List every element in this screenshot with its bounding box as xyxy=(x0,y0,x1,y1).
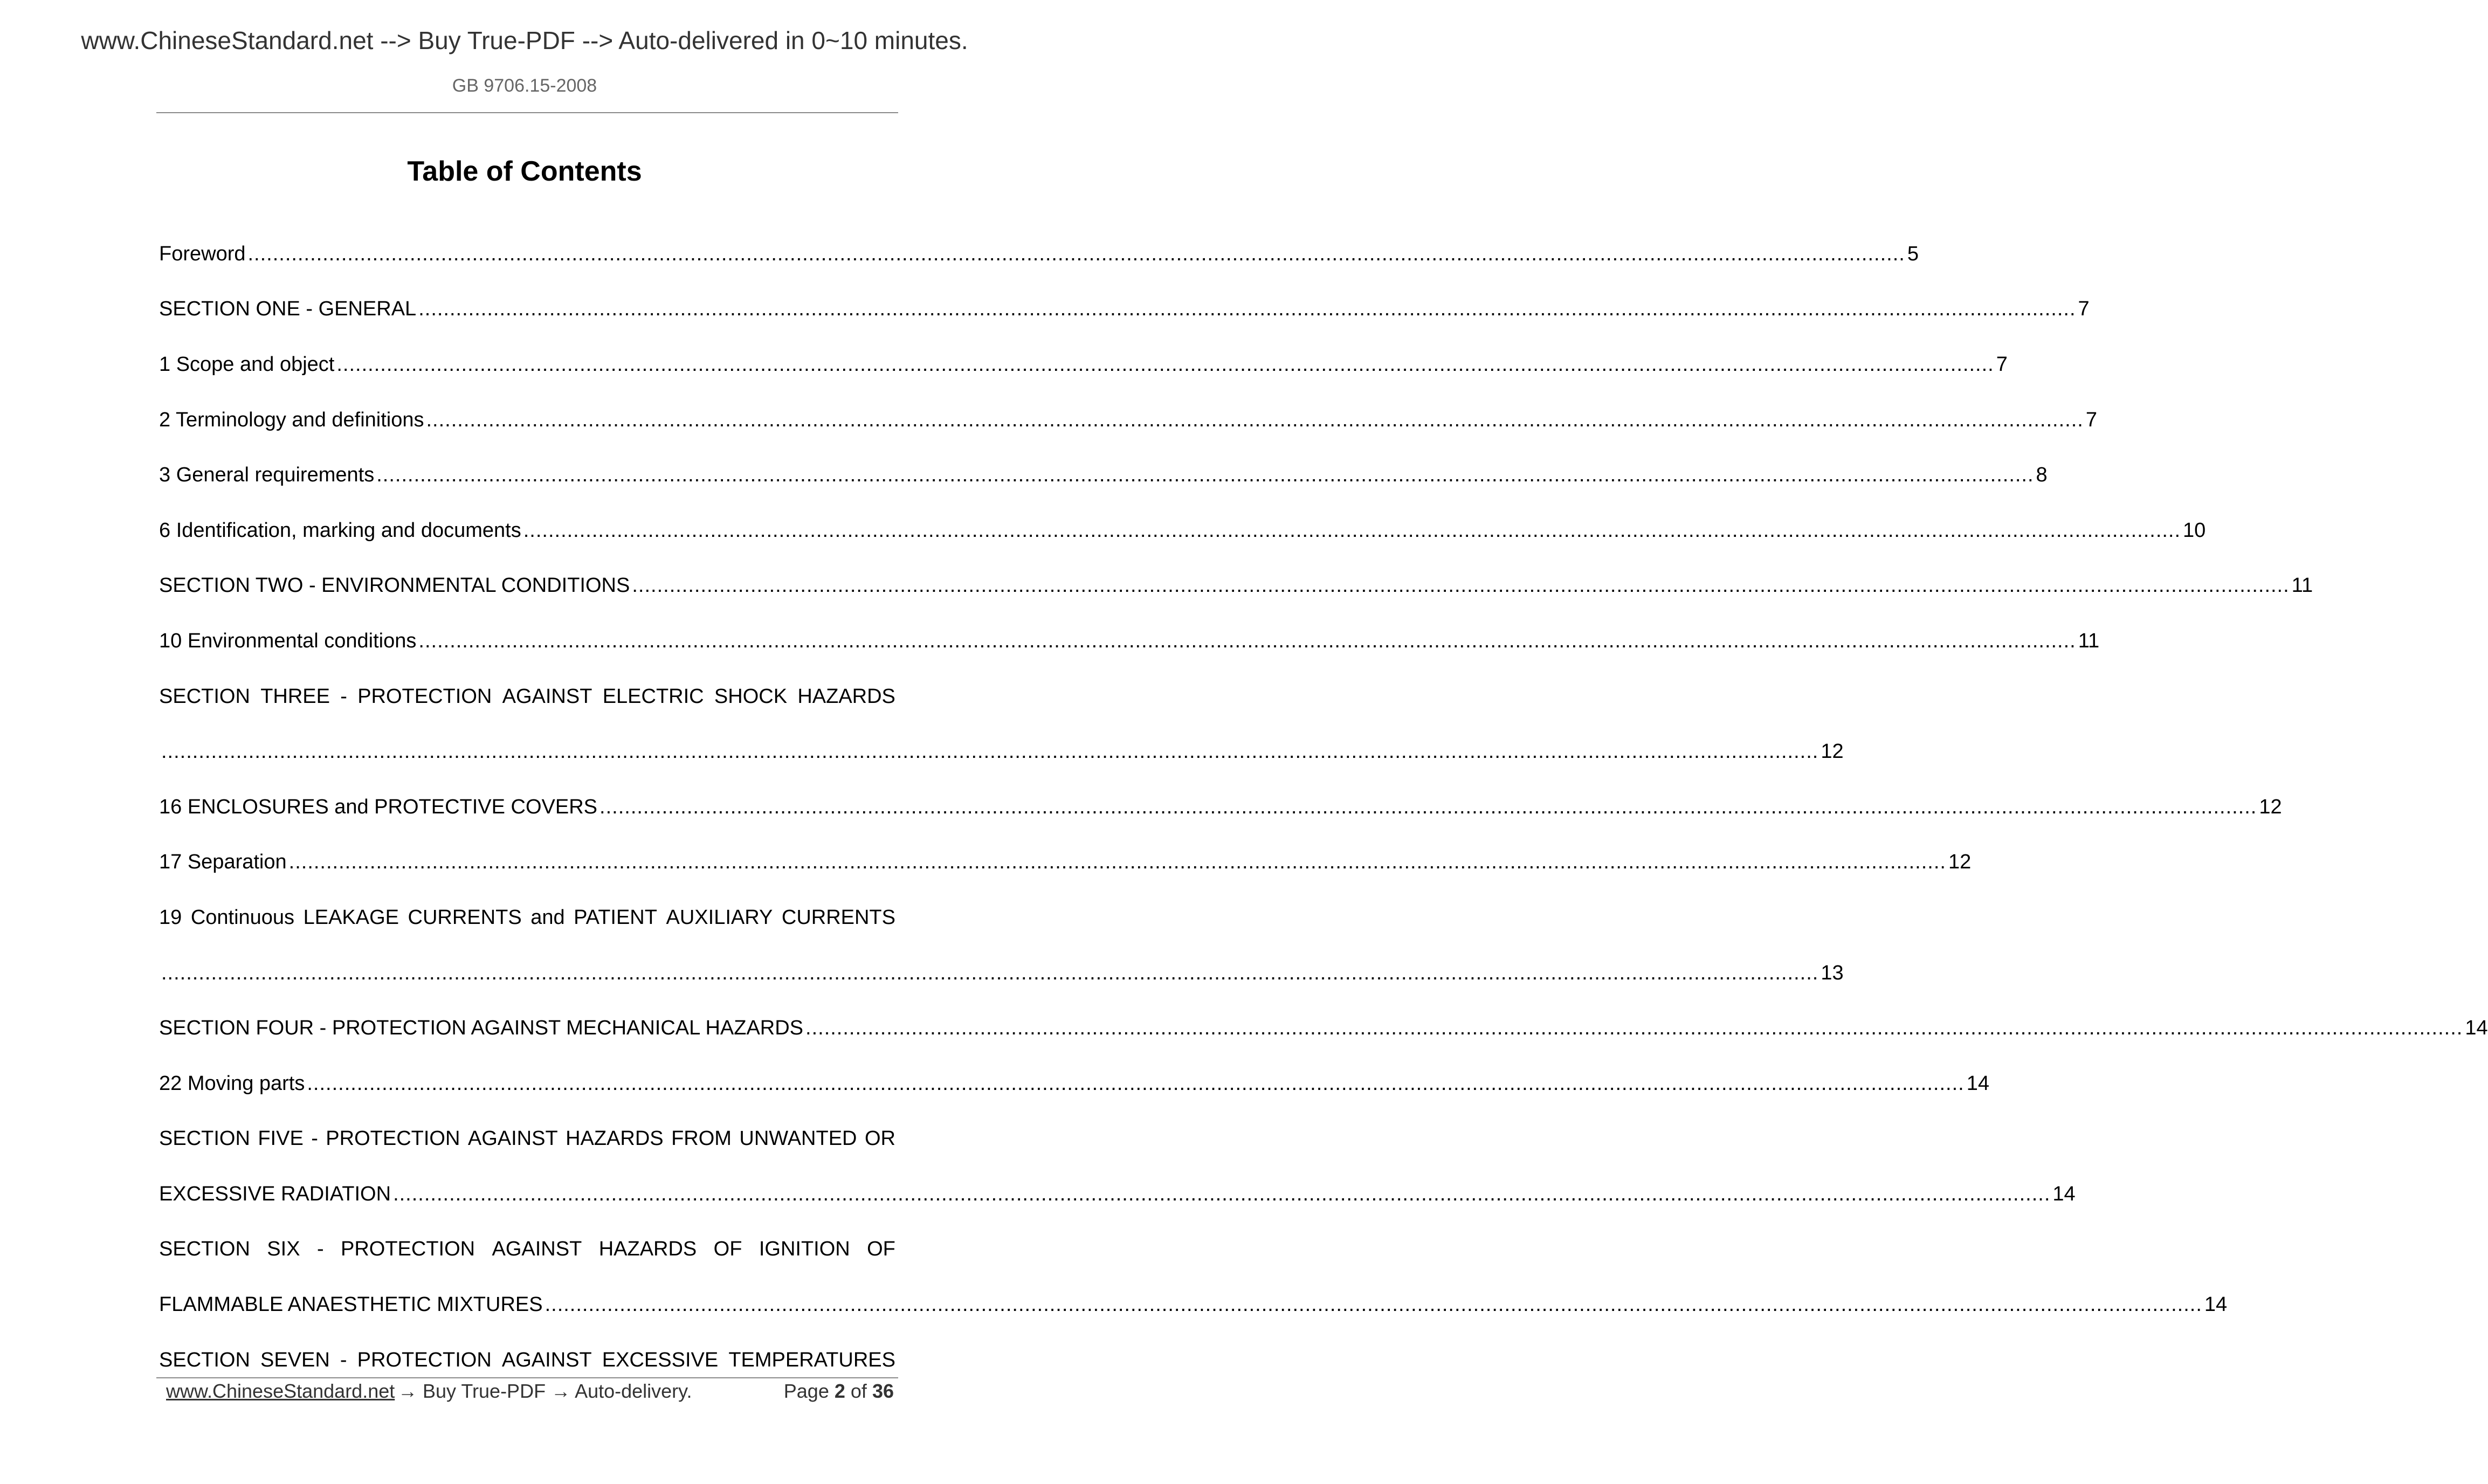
toc-entry[interactable] xyxy=(159,558,2313,614)
toc-dot-leader xyxy=(426,409,2084,432)
page-current: 2 xyxy=(834,1380,845,1402)
toc-entry[interactable] xyxy=(159,945,1844,1001)
toc-entry-page: 7 xyxy=(2078,298,2090,321)
toc-entry-page: 14 xyxy=(2465,1017,2488,1040)
page-of: of xyxy=(850,1380,867,1402)
toc-entry-word: LEAKAGE xyxy=(303,906,399,929)
toc-entry[interactable] xyxy=(159,447,2048,503)
toc-entry[interactable] xyxy=(159,337,2008,392)
toc-dot-leader xyxy=(393,1183,2050,1206)
toc-entry-word: THREE xyxy=(260,685,330,708)
toc-entry-word: SIX xyxy=(267,1238,300,1261)
header-divider xyxy=(156,112,898,113)
page-label: Page xyxy=(783,1380,829,1402)
toc-entry-text: 10 Environmental conditions xyxy=(159,629,417,652)
footer-site-link[interactable]: www.ChineseStandard.net xyxy=(166,1380,395,1402)
toc-entry-word: PROTECTION xyxy=(357,1348,492,1371)
toc-entry-page: 12 xyxy=(1821,740,1844,763)
toc-entry-word: OR xyxy=(864,1127,895,1150)
toc-entry-word: OF xyxy=(867,1238,895,1261)
toc-dot-leader xyxy=(161,962,1818,985)
toc-entry-word: HAZARDS xyxy=(566,1127,664,1150)
toc-entry-word: - xyxy=(340,685,347,708)
toc-entry-word: SHOCK xyxy=(714,685,788,708)
toc-entry-page: 14 xyxy=(1966,1072,1989,1095)
toc-entry-text: 3 General requirements xyxy=(159,464,375,487)
toc-entry-word: 19 xyxy=(159,906,182,929)
toc-entry-word: and xyxy=(530,906,565,929)
toc-entry[interactable] xyxy=(159,226,1919,282)
toc-entry[interactable] xyxy=(159,1056,1989,1112)
toc-title: Table of Contents xyxy=(407,156,642,187)
toc-entry-text: FLAMMABLE ANAESTHETIC MIXTURES xyxy=(159,1293,543,1316)
toc-entry-word: IGNITION xyxy=(759,1238,850,1261)
toc-entry-page: 10 xyxy=(2183,519,2206,542)
toc-entry[interactable] xyxy=(159,503,2206,558)
toc-entry[interactable] xyxy=(159,613,2100,669)
toc-entry[interactable] xyxy=(159,669,895,724)
toc-entry-word: HAZARDS xyxy=(797,685,895,708)
toc-entry[interactable] xyxy=(159,1000,2488,1056)
toc-entry-page: 7 xyxy=(2085,408,2097,431)
toc-dot-leader xyxy=(161,740,1818,763)
footer-divider xyxy=(156,1377,898,1378)
toc-entry-word: SECTION xyxy=(159,1127,250,1150)
toc-entry-word: Continuous xyxy=(190,906,295,929)
document-code: GB 9706.15-2008 xyxy=(452,75,597,96)
toc-entry-page: 8 xyxy=(2036,464,2048,487)
toc-entry-word: FIVE xyxy=(258,1127,304,1150)
toc-dot-leader xyxy=(599,796,2257,819)
toc-entry-word: HAZARDS xyxy=(598,1238,697,1261)
toc-entry-text: Foreword xyxy=(159,242,246,265)
toc-dot-leader xyxy=(376,464,2034,487)
toc-entry[interactable] xyxy=(159,779,2282,835)
toc-entry-word: EXCESSIVE xyxy=(602,1348,719,1371)
toc-entry-word: AGAINST xyxy=(492,1238,582,1261)
toc-entry-page: 14 xyxy=(2052,1182,2076,1205)
toc-entry-text: 16 ENCLOSURES and PROTECTIVE COVERS xyxy=(159,795,598,818)
toc-dot-leader xyxy=(523,519,2181,542)
toc-entry-word: OF xyxy=(713,1238,742,1261)
toc-entry-page: 14 xyxy=(2204,1293,2228,1316)
toc-entry-word: AGAINST xyxy=(501,1348,592,1371)
toc-entry-word: UNWANTED xyxy=(739,1127,857,1150)
toc-entry-text: EXCESSIVE RADIATION xyxy=(159,1182,391,1205)
toc-entry[interactable] xyxy=(159,890,895,945)
toc-entry-text: 2 Terminology and definitions xyxy=(159,408,424,431)
toc-entry-word: PROTECTION xyxy=(340,1238,475,1261)
toc-dot-leader xyxy=(418,630,2076,653)
toc-entry-word: TEMPERATURES xyxy=(728,1348,895,1371)
toc-entry[interactable] xyxy=(159,724,1844,779)
toc-entry-text: 6 Identification, marking and documents xyxy=(159,519,521,542)
toc-entry[interactable] xyxy=(159,1222,895,1278)
toc-entry[interactable] xyxy=(159,1112,895,1167)
table-of-contents xyxy=(159,226,2488,1388)
toc-dot-leader xyxy=(307,1072,1964,1095)
toc-entry-text: 17 Separation xyxy=(159,851,287,874)
toc-entry[interactable] xyxy=(159,835,1972,891)
toc-entry-word: PATIENT xyxy=(574,906,657,929)
toc-entry-word: CURRENTS xyxy=(408,906,522,929)
toc-entry[interactable] xyxy=(159,282,2090,337)
toc-entry-page: 12 xyxy=(1948,851,1972,874)
toc-entry-word: AGAINST xyxy=(502,685,592,708)
top-banner: www.ChineseStandard.net --> Buy True-PDF --> Auto-delivered in 0~10 minutes. xyxy=(81,26,968,54)
toc-entry-word: AGAINST xyxy=(467,1127,558,1150)
toc-entry-word: - xyxy=(340,1348,347,1371)
toc-dot-leader xyxy=(545,1293,2202,1316)
page-footer xyxy=(166,1380,894,1407)
toc-entry-word: PROTECTION xyxy=(326,1127,460,1150)
page-number xyxy=(784,1380,894,1403)
toc-dot-leader xyxy=(418,298,2076,321)
toc-entry-text: 22 Moving parts xyxy=(159,1072,305,1095)
toc-entry-word: ELECTRIC xyxy=(602,685,704,708)
toc-entry-word: SECTION xyxy=(159,685,250,708)
toc-entry-page: 5 xyxy=(1907,242,1919,265)
toc-entry[interactable] xyxy=(159,1277,2228,1333)
toc-entry-page: 12 xyxy=(2259,795,2282,818)
toc-dot-leader xyxy=(336,353,1994,376)
toc-entry-page: 11 xyxy=(2291,574,2313,597)
toc-entry-word: - xyxy=(311,1127,318,1150)
page-total: 36 xyxy=(872,1380,894,1402)
toc-dot-leader xyxy=(632,574,2289,597)
toc-entry-word: - xyxy=(316,1238,324,1261)
toc-entry-page: 13 xyxy=(1821,961,1844,984)
toc-dot-leader xyxy=(248,243,1905,266)
toc-dot-leader xyxy=(289,851,1946,874)
toc-entry-text: SECTION FOUR - PROTECTION AGAINST MECHANICAL HAZARDS xyxy=(159,1017,804,1040)
toc-entry-page: 11 xyxy=(2078,629,2100,652)
toc-entry-text: 1 Scope and object xyxy=(159,353,335,376)
toc-entry-word: PROTECTION xyxy=(357,685,492,708)
toc-entry-word: SECTION xyxy=(159,1348,250,1371)
footer-tagline: → Buy True-PDF → Auto-delivery. xyxy=(398,1380,692,1402)
toc-entry-word: SEVEN xyxy=(260,1348,330,1371)
toc-dot-leader xyxy=(805,1017,2463,1040)
toc-entry-word: AUXILIARY xyxy=(666,906,773,929)
toc-entry-text: SECTION ONE - GENERAL xyxy=(159,298,417,321)
toc-entry-word: CURRENTS xyxy=(781,906,895,929)
toc-entry-word: FROM xyxy=(671,1127,732,1150)
toc-entry[interactable] xyxy=(159,392,2097,448)
toc-entry-word: SECTION xyxy=(159,1238,250,1261)
toc-entry[interactable] xyxy=(159,1167,2076,1222)
toc-entry-page: 7 xyxy=(1996,353,2008,376)
toc-entry-text: SECTION TWO - ENVIRONMENTAL CONDITIONS xyxy=(159,574,630,597)
